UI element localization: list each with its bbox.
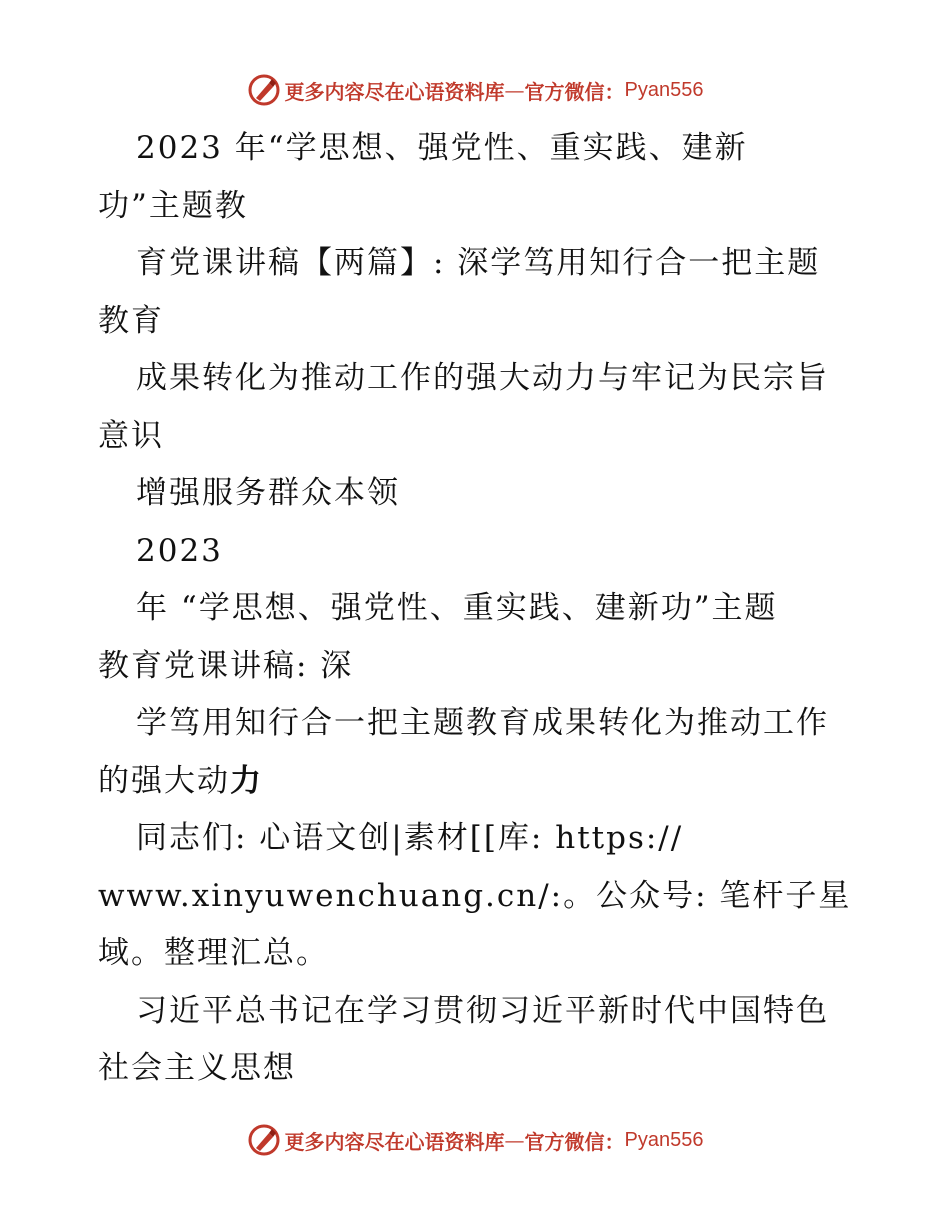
text-line: 学笃用知行合一把主题教育成果转化为推动工作 bbox=[136, 705, 829, 741]
paragraph bbox=[98, 810, 868, 983]
text-line: 年 “学思想、强党性、重实践、建新功”主题 bbox=[136, 590, 778, 626]
banner-wechat-label: 官方微信： bbox=[524, 1129, 625, 1154]
text-line bbox=[98, 753, 868, 811]
text-line: 增强服务群众本领 bbox=[136, 475, 400, 511]
banner-separator: — bbox=[504, 78, 525, 102]
text-line: 社会主义思想 bbox=[98, 1050, 296, 1086]
text-line-bold-tail: 力 bbox=[230, 762, 263, 799]
text-line: 意识 bbox=[98, 417, 164, 454]
paragraph bbox=[98, 695, 868, 810]
document-body bbox=[98, 120, 868, 1098]
paragraph bbox=[98, 523, 868, 581]
text-line: 习近平总书记在学习贯彻习近平新时代中国特色 bbox=[136, 992, 829, 1029]
text-line: 教育 bbox=[98, 302, 164, 339]
text-line: www.xinyuwenchuang.cn/:。公众号: 笔杆子星 bbox=[98, 877, 852, 914]
text-line: 同志们: 心语文创|素材[[库: https:// bbox=[136, 820, 684, 856]
banner-wechat-label: 官方微信： bbox=[524, 79, 625, 104]
text-line: 2023 bbox=[136, 532, 223, 569]
text-line: 成果转化为推动工作的强大动力与牢记为民宗旨 bbox=[136, 360, 829, 396]
paragraph bbox=[98, 235, 868, 350]
pen-logo-icon bbox=[247, 73, 281, 107]
footer-banner bbox=[0, 1120, 950, 1160]
banner-separator: — bbox=[504, 1128, 525, 1152]
text-line-content: 的强大动 bbox=[98, 762, 230, 799]
paragraph bbox=[98, 350, 868, 465]
text-line: 教育党课讲稿: 深 bbox=[98, 647, 354, 684]
banner-wechat-handle: Pyan556 bbox=[624, 1128, 704, 1151]
pen-logo-icon bbox=[247, 1123, 281, 1157]
text-line: 育党课讲稿【两篇】: 深学笃用知行合一把主题 bbox=[136, 245, 821, 281]
banner-text: 更多内容尽在心语资料库 bbox=[284, 79, 505, 104]
paragraph bbox=[98, 120, 868, 235]
header-banner bbox=[0, 70, 950, 110]
banner-wechat-handle: Pyan556 bbox=[624, 78, 704, 101]
text-line: 域。整理汇总。 bbox=[98, 935, 329, 971]
paragraph bbox=[98, 983, 868, 1098]
text-line: 功”主题教 bbox=[98, 187, 248, 224]
text-line: 2023 年“学思想、强党性、重实践、建新 bbox=[136, 130, 748, 166]
paragraph bbox=[98, 465, 868, 523]
paragraph bbox=[98, 580, 868, 695]
banner-text: 更多内容尽在心语资料库 bbox=[284, 1129, 505, 1154]
